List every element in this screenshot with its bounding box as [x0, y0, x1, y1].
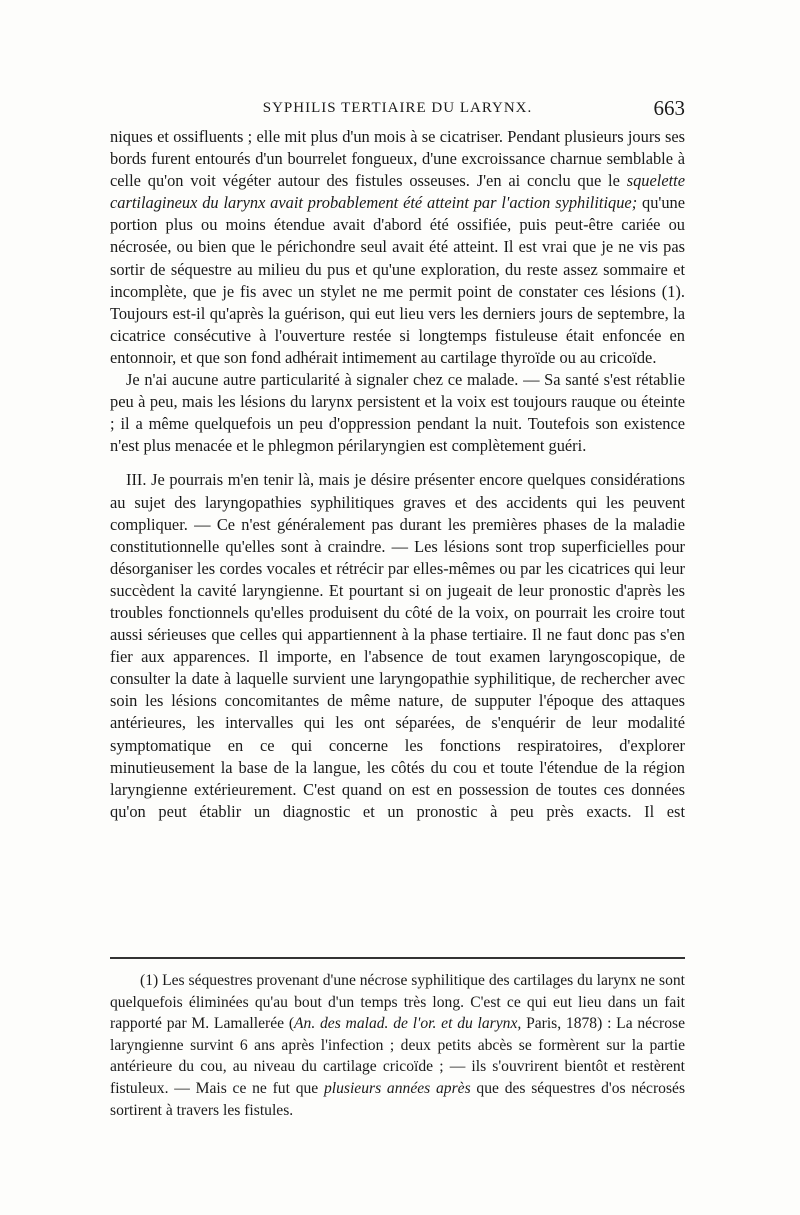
footnote [110, 970, 685, 1121]
footnote-rule [110, 957, 685, 959]
page-header [110, 96, 685, 126]
paragraph-continuation-italic: squelette cartilagineux du larynx avait probablement été atteint par l'action syphilitique; [110, 171, 685, 213]
footnote-citation-italic: An. des malad. de l'or. et du larynx, [294, 1015, 522, 1033]
footnote-part-2: Paris, 1878) : La nécrose laryngienne survint 6 ans après l'infection ; deux petits abcès se formèrent sur la partie antérieure du cou, au niveau du cartilage cricoïde ; — ils s'ouvrirent bientôt et restèrent fistuleux. — Mais ce ne fut que [110, 1015, 686, 1097]
page-number: 663 [653, 96, 685, 120]
footnote-part-3: que des séquestres d'os nécrosés sortirent à travers les fistules. [110, 1079, 686, 1119]
paragraph-section-three: III. Je pourrais m'en tenir là, mais je désire présenter encore quelques considérations au sujet des laryngopathies syphilitiques graves et des accidents qui les peuvent compliquer. — Ce n'est généralement pas durant les premières phases de la maladie constitutionnelle qu'elles sont à craindre. — Les lésions sont trop superficielles pour désorganiser les cordes vocales et rétrécir par elles-mêmes ou par les cicatrices qui leur succèdent la cavité laryngienne. Et pourtant si on jugeait de leur pronostic d'après les troubles fonctionnels qu'elles produisent du côté de la voix, on pourrait les croire tout aussi sérieuses que celles qui appartiennent à la phase tertiaire. Il ne faut donc pas s'en fier aux apparences. Il importe, en l'absence de tout examen laryngoscopique, de consulter la date à laquelle survient une laryngopathie syphilitique, de rechercher avec soin les lésions concomitantes de même nature, de supputer l'époque des attaques antérieures, les intervalles qui les ont séparées, de s'enquérir de leur modalité symptomatique en ce qui concerne les fonctions respiratoires, d'explorer minutieusement la base de la langue, les côtés du cou et toute l'étendue de la région laryngienne extérieurement. C'est quand on est en possession de toutes ces données qu'on peut établir un diagnostic et un pronostic à peu près exacts. Il est [110, 470, 685, 821]
running-head: SYPHILIS TERTIAIRE DU LARYNX. [262, 100, 533, 116]
body-text [110, 126, 685, 823]
footnote-text [110, 970, 685, 1121]
paragraph-continuation-part-2: qu'une portion plus ou moins étendue avait d'abord été ossifiée, puis peut-être cariée ou nécrosée, ou bien que le périchondre seul avait été atteint. Il est vrai que je ne vis pas sortir de séquestre au milieu du pus et qu'une exploration, du reste assez sommaire et incomplète, que je fis avec un stylet ne me permit point de constater ces lésions (1). Toujours est-il qu'après la guérison, qui eut lieu vers les derniers jours de septembre, la cicatrice consécutive à l'ouverture restée si longtemps fistuleuse était enfoncée en entonnoir, et que son fond adhérait intimement au cartilage thyroïde ou au cricoïde. [110, 193, 686, 367]
paragraph-continuation [110, 126, 685, 369]
paragraph-patient-health: Je n'ai aucune autre particularité à signaler chez ce malade. — Sa santé s'est rétablie peu à peu, mais les lésions du larynx persistent et la voix est toujours rauque ou éteinte ; il a même quelquefois un peu d'oppression pendant la nuit. Toutefois son existence n'est plus menacée et le phlegmon périlaryngien est complètement guéri. [110, 370, 685, 456]
paragraph-continuation-part-1: niques et ossifluents ; elle mit plus d'un mois à se cicatriser. Pendant plusieurs jours ses bords furent entourés d'un bourrelet fongueux, d'une excroissance charnue semblable à celle qu'on voit végéter autour des fistules osseuses. J'en ai conclu que le [110, 127, 685, 191]
footnote-part-1: (1) Les séquestres provenant d'une nécrose syphilitique des cartilages du larynx ne sont quelquefois éliminées qu'au bout d'un temps très long. C'est ce qui eut lieu dans un fait rapporté par M. Lamallerée ( [110, 972, 685, 1033]
footnote-emphasis-italic: plusieurs années après [323, 1079, 471, 1097]
